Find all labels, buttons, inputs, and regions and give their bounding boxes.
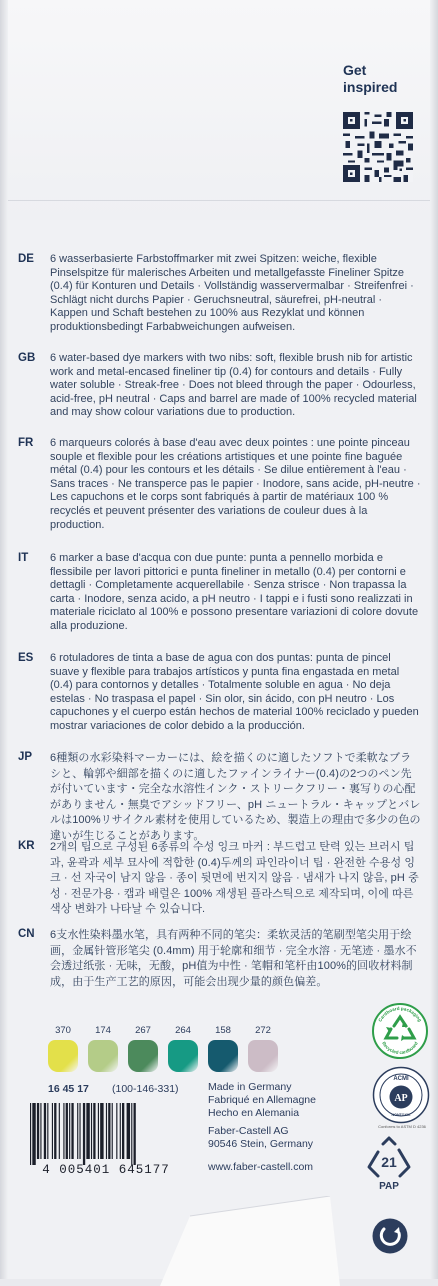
fold-line xyxy=(0,200,438,201)
item-number: 16 45 17 xyxy=(48,1083,89,1095)
barcode-bar xyxy=(66,1103,68,1159)
language-code: KR xyxy=(18,840,35,852)
article-code: (100-146-331) xyxy=(112,1083,179,1095)
language-code: GB xyxy=(18,352,36,364)
astm-caption: Conforms to ASTM D 4236 xyxy=(378,1124,426,1129)
color-code: 272 xyxy=(255,1025,271,1036)
infinite-recycling-icon xyxy=(372,1218,408,1254)
language-code: DE xyxy=(18,253,34,265)
made-in-line: Fabriqué en Allemagne xyxy=(208,1094,316,1106)
color-swatch xyxy=(48,1040,78,1072)
barcode-bar xyxy=(40,1103,41,1159)
language-code: ES xyxy=(18,652,34,664)
color-code: 267 xyxy=(135,1025,151,1036)
nontoxic-text: NONTOXIC xyxy=(391,1113,411,1117)
barcode-bar xyxy=(106,1103,107,1159)
get-inspired-heading: Get inspired xyxy=(343,62,398,95)
barcode-bar xyxy=(79,1103,80,1159)
cardboard-label-bottom: Recycled cardboard xyxy=(381,1040,419,1056)
made-in-line: Made in Germany xyxy=(208,1081,292,1093)
description-text: 6支水性染料墨水笔，具有两种不同的笔尖：柔软灵活的笔刷型笔尖用于绘画，金属针管形笔尖 (0.4mm) 用于轮廓和细节 · 完全水溶 · 无笔迹 · 墨水不会透过纸张 · 无味，无酸，pH值为中性 · 笔帽和笔杆由100%的回收材料制成，由于生产工艺的原因，可能会出现少量的颜色偏差。 xyxy=(50,929,417,988)
acmi-text: ACMI xyxy=(393,1076,409,1082)
description-text: 6 marker a base d'acqua con due punte: punta a pennello morbida e flessibile per lavori pittorici e punta fineliner in metallo (0.4) per contorni e dettagli · Completamente acquerellabile · Senza strisce · Non trapassa la carta · Inodore, senza acido, a pH neutro · I tappi e i fusti sono realizzati in materiale riciclato al 100% e possono presentare variazioni di colore dovute alla produzione. xyxy=(50,552,419,632)
language-code: IT xyxy=(18,552,29,564)
barcode-bar xyxy=(100,1103,103,1159)
color-swatch xyxy=(128,1040,158,1072)
barcode-bar xyxy=(69,1103,70,1159)
barcode-bar xyxy=(63,1103,64,1159)
barcode-bar xyxy=(120,1103,121,1159)
description-text: 6 rotuladores de tinta a base de agua con dos puntas: punta de pincel suave y flexible para trabajos artísticos y punta fina engastada en metal (0.4) para contornos y detalles · Totalmente soluble en agua · No deja estelas · No traspasa el papel · Sin olor, sin ácido, con pH neutro · Los capuchones y el cuerpo están hechos de material 100% reciclado y pueden mostrar variaciones de color debido a la producción. xyxy=(50,652,419,732)
company-address: 90546 Stein, Germany xyxy=(208,1138,314,1150)
barcode-bar xyxy=(86,1103,89,1159)
color-swatch xyxy=(88,1040,118,1072)
barcode-bar xyxy=(122,1103,124,1159)
hanger-area xyxy=(0,0,438,220)
barcode-bar xyxy=(131,1103,132,1165)
made-in-block xyxy=(208,1081,316,1120)
barcode-bar xyxy=(127,1103,130,1159)
barcode-bar xyxy=(32,1103,35,1165)
window-cutout xyxy=(160,1196,340,1286)
color-code: 158 xyxy=(215,1025,231,1036)
barcode-bar xyxy=(91,1103,92,1159)
barcode-bar xyxy=(71,1103,73,1159)
cardboard-recycling-badge xyxy=(372,1003,428,1059)
color-swatch xyxy=(248,1040,278,1072)
language-code: FR xyxy=(18,437,34,449)
right-edge xyxy=(430,0,438,1279)
language-code: JP xyxy=(18,751,33,763)
barcode-bar xyxy=(59,1103,60,1159)
pap-label: PAP xyxy=(379,1181,399,1192)
description-text: 6 marqueurs colorés à base d'eau avec deux pointes : une pointe pinceau souple et flexible pour les créations artistiques et une pointe fine baguée métal (0.4) pour les contours et les détails · Se dilue entièrement à l'eau · Sans traces · Ne transperce pas le papier · Inodore, sans acide, pH-neutre · Les capuchons et le corps sont fabriqués à partir de matériaux 100 % recyclés et peuvent présenter des variations de couleur dues à la production. xyxy=(50,437,421,531)
color-code: 264 xyxy=(175,1025,191,1036)
made-in-line: Hecho en Alemania xyxy=(208,1107,300,1119)
color-swatch-row xyxy=(48,1040,278,1074)
barcode-bar xyxy=(30,1103,31,1165)
barcode-bar xyxy=(116,1103,117,1159)
barcode-bar xyxy=(83,1103,85,1165)
language-code: CN xyxy=(18,928,35,940)
barcode-bar xyxy=(54,1103,56,1159)
company-name: Faber-Castell AG xyxy=(208,1125,289,1137)
cardboard-label-top: Cardboard packaging xyxy=(377,1005,423,1023)
barcode xyxy=(18,1101,193,1176)
acmi-ap-seal xyxy=(372,1066,430,1124)
barcode-number: 4 005401 645177 xyxy=(42,1163,170,1176)
qr-code-icon[interactable] xyxy=(343,112,413,182)
color-code-row xyxy=(48,1025,278,1037)
color-swatch xyxy=(208,1040,238,1072)
description-text: 2개의 팁으로 구성된 6종류의 수성 잉크 마커 : 부드럽고 탄력 있는 브러시 팁과, 윤곽과 세부 묘사에 적합한 (0.4)두께의 파인라이너 팁 · 완전한 수용성 잉크 · 선 자국이 남지 않음 · 종이 뒷면에 번지지 않음 · 냄새가 나지 않음, pH 중성 · 전문가용 · 캡과 배럴은 100% 재생된 플라스틱으로 제작되며, 이에 따른 색상 변화가 나타날 수 있습니다. xyxy=(50,841,419,915)
left-edge xyxy=(0,0,8,1279)
ap-text: AP xyxy=(394,1093,408,1104)
pap-number: 21 xyxy=(381,1154,397,1170)
barcode-bar xyxy=(134,1103,136,1165)
barcode-bar xyxy=(108,1103,110,1159)
description-text: 6種類の水彩染料マーカーには、絵を描くのに適したソフトで柔軟なブラシと、輪郭や細部を描くのに適したファインライナー(0.4)の2つのペン先が付いています・完全な水溶性インク・ストリークフリー・裏写りの心配がありません・無臭でアシッドフリー、pH ニュートラル・キャップとバレルは100%リサイクル素材を使用しているため、製造上の理由で多少の色の違いが生じることがあります。 xyxy=(50,752,421,842)
website-url[interactable]: www.faber-castell.com xyxy=(208,1161,314,1173)
company-block xyxy=(208,1125,313,1151)
color-code: 370 xyxy=(55,1025,71,1036)
barcode-bar xyxy=(93,1103,95,1159)
barcode-bar xyxy=(98,1103,99,1159)
barcode-bar xyxy=(44,1103,46,1159)
color-code: 174 xyxy=(95,1025,111,1036)
barcode-bar xyxy=(77,1103,78,1159)
color-swatch xyxy=(168,1040,198,1072)
pap-recycling-icon xyxy=(366,1136,412,1180)
barcode-bar xyxy=(47,1103,48,1159)
barcode-bar xyxy=(112,1103,113,1159)
description-text: 6 water-based dye markers with two nibs: soft, flexible brush nib for artistic work and metal-encased fineliner tip (0.4) for contours and details · Fully water soluble · Streak-free · Does not bleed through the paper · Odourless, acid-free, pH neutral · Caps and barrel are made of 100% recycled material and may show colour variations due to production. xyxy=(50,352,417,419)
description-text: 6 wasserbasierte Farbstoffmarker mit zwei Spitzen: weiche, flexible Pinselspitze für malerisches Arbeiten und metallgefasste Fineliner Spitze (0.4) für Konturen und Details · Vollständig wasservermalbar · Streifenfrei · Schlägt nicht durchs Papier · Geruchsneutral, säurefrei, pH-neutral · Kappen und Schaft bestehen zu 100% aus Rezyklat und können produktionsbedingt Farbabweichungen aufweisen. xyxy=(50,253,414,333)
barcode-bar xyxy=(52,1103,53,1159)
barcode-bar xyxy=(37,1103,39,1159)
